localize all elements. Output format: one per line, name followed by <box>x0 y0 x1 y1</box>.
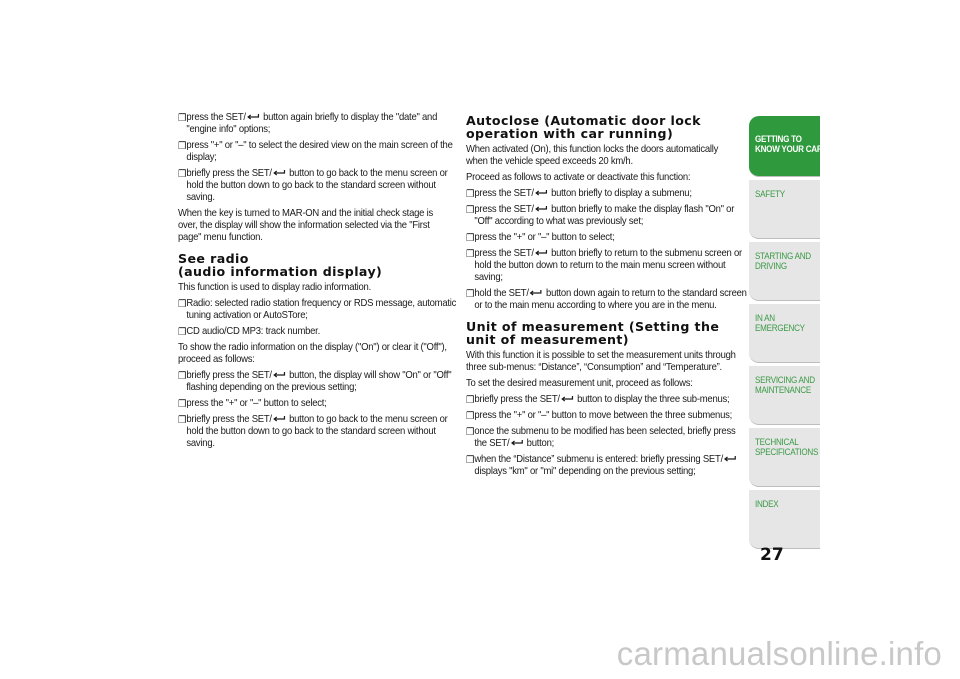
list-item: ❒ briefly press the SET/ button, the display will show "On" or "Off" flashing depending on the previous setting; <box>178 370 452 393</box>
tab-label: INDEX <box>755 499 779 509</box>
bullet-box-icon: ❒ <box>466 427 475 438</box>
paragraph: When the key is turned to MAR-ON and the initial check stage is over, the display will show the information selected via the "First page" menu function. <box>178 208 433 243</box>
tab-index[interactable] <box>749 490 820 549</box>
section-heading-see-radio: See radio (audio information display) <box>178 251 383 279</box>
list-item: ❒ CD audio/CD MP3: track number. <box>178 326 320 338</box>
list-item: ❒ press the SET/ button briefly to make the display flash "On" or "Off" according to what was previously set; <box>466 204 735 227</box>
list-item: ❒ Radio: selected radio station frequency or RDS message, automatic tuning activation or AutoSTore; <box>178 298 457 321</box>
tab-servicing-and-maintenance[interactable] <box>749 366 820 425</box>
tab-getting-to-know-your-car[interactable] <box>749 116 823 177</box>
bullet-box-icon: ❒ <box>466 455 475 466</box>
list-item: ❒ briefly press the SET/ button to go back to the menu screen or hold the button down to go back to the standard screen without saving. <box>178 168 448 203</box>
bullet-box-icon: ❒ <box>178 371 187 382</box>
bullet-box-icon: ❒ <box>466 411 475 422</box>
page-number: 27 <box>760 545 784 565</box>
enter-return-icon <box>530 289 543 297</box>
paragraph: To show the radio information on the display ("On") or clear it ("Off"), proceed as follows: <box>178 342 447 365</box>
list-item: ❒ hold the SET/ button down again to return to the standard screen or to the main menu according to where you are in the menu. <box>466 288 747 311</box>
tab-label: SERVICING AND MAINTENANCE <box>755 375 815 395</box>
paragraph: This function is used to display radio information. <box>178 282 372 293</box>
bullet-box-icon: ❒ <box>178 399 187 410</box>
paragraph: When activated (On), this function locks the doors automatically when the vehicle speed exceeds 20 km/h. <box>466 144 719 167</box>
enter-return-icon <box>535 189 548 197</box>
bullet-box-icon: ❒ <box>466 205 475 216</box>
enter-return-icon <box>561 395 574 403</box>
right-column <box>466 112 747 482</box>
bullet-box-icon: ❒ <box>466 189 475 200</box>
tab-in-an-emergency[interactable] <box>749 304 820 363</box>
bullet-box-icon: ❒ <box>178 299 187 310</box>
list-item: ❒ briefly press the SET/ button to display the three sub-menus; <box>466 394 730 406</box>
bullet-box-icon: ❒ <box>466 233 475 244</box>
enter-return-icon <box>510 439 523 447</box>
tab-label: STARTING AND DRIVING <box>755 251 811 271</box>
bullet-box-icon: ❒ <box>178 327 187 338</box>
paragraph: To set the desired measurement unit, proceed as follows: <box>466 378 693 389</box>
section-heading-unit-of-measurement: Unit of measurement (Setting the unit of measurement) <box>466 319 720 347</box>
enter-return-icon <box>273 371 286 379</box>
paragraph: With this function it is possible to set the measurement units through three sub-menus: “Distance”, “Consumption” and “Temperature”. <box>466 350 736 373</box>
bullet-box-icon: ❒ <box>178 415 187 426</box>
list-item: ❒ press the "+" or "–" button to select; <box>178 398 327 410</box>
list-item: ❒ press the SET/ button briefly to display a submenu; <box>466 188 692 200</box>
bullet-box-icon: ❒ <box>466 395 475 406</box>
tab-label: IN AN EMERGENCY <box>755 313 805 333</box>
list-item: ❒ when the “Distance” submenu is entered: briefly pressing SET/ displays "km" or "mi" depending on the previous setting; <box>466 454 749 478</box>
list-item: ❒ press "+" or "–" to select the desired view on the main screen of the display; <box>178 140 453 163</box>
list-item: ❒ press the SET/ button briefly to return to the submenu screen or hold the button down to return to the main menu screen without saving; <box>466 248 742 283</box>
enter-return-icon <box>273 415 286 423</box>
list-item: ❒ press the SET/ button again briefly to display the "date" and "engine info" options; <box>178 112 438 135</box>
list-item: ❒ press the "+" or "–" button to select; <box>466 232 615 244</box>
bullet-box-icon: ❒ <box>466 289 475 300</box>
enter-return-icon <box>535 205 548 213</box>
enter-return-icon <box>724 455 737 463</box>
bullet-box-icon: ❒ <box>178 141 187 152</box>
watermark: carmanualsonline.info <box>616 635 942 672</box>
list-item: ❒ once the submenu to be modified has been selected, briefly press the SET/ button; <box>466 426 736 449</box>
tab-label: TECHNICAL SPECIFICATIONS <box>755 437 819 457</box>
bullet-box-icon: ❒ <box>178 169 187 180</box>
enter-return-icon <box>273 169 286 177</box>
bullet-box-icon: ❒ <box>178 113 187 124</box>
tab-starting-and-driving[interactable] <box>749 242 820 301</box>
section-tabs <box>749 116 823 552</box>
section-heading-autoclose: Autoclose (Automatic door lock operation with car running) <box>466 113 701 141</box>
list-item: ❒ briefly press the SET/ button to go back to the menu screen or hold the button down to go back to the standard screen without saving. <box>178 414 448 449</box>
tab-label: GETTING TO KNOW YOUR CAR <box>755 134 823 154</box>
tab-technical-specifications[interactable] <box>749 428 820 487</box>
tab-safety[interactable] <box>749 180 820 239</box>
enter-return-icon <box>535 249 548 257</box>
left-column <box>178 112 457 454</box>
tab-label: SAFETY <box>755 189 785 199</box>
enter-return-icon <box>247 113 260 121</box>
paragraph: Proceed as follows to activate or deactivate this function: <box>466 172 691 183</box>
list-item: ❒ press the "+" or "–" button to move between the three submenus; <box>466 410 733 422</box>
bullet-box-icon: ❒ <box>466 249 475 260</box>
